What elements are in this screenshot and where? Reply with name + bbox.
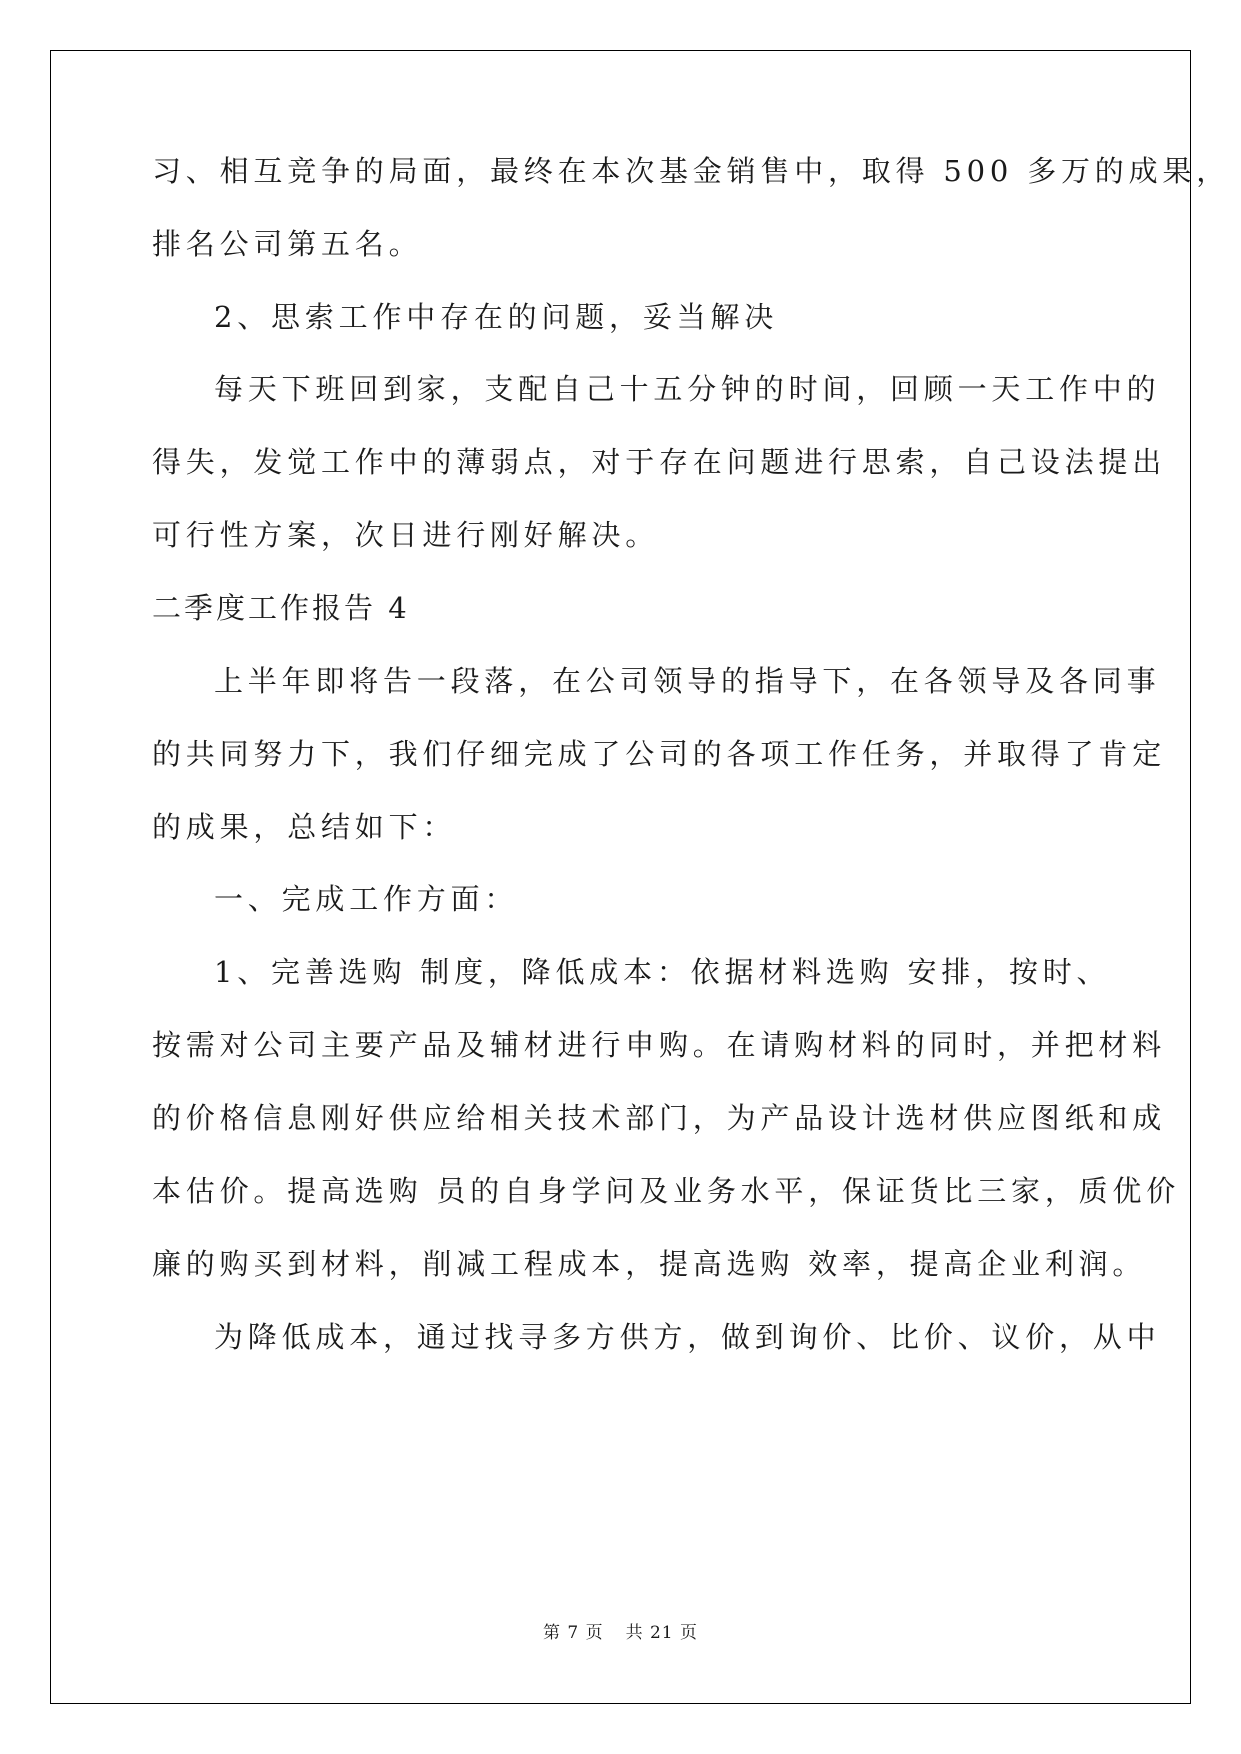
section-heading: 2、思索工作中存在的问题，妥当解决 [214,300,779,334]
paragraph-line: 的共同努力下，我们仔细完成了公司的各项工作任务，并取得了肯定 [152,737,1167,771]
paragraph-line: 本估价。提高选购 员的自身学问及业务水平，保证货比三家，质优价 [152,1174,1181,1208]
page-total: 共 21 页 [625,1623,699,1643]
page-footer [0,1618,1241,1643]
paragraph-line: 1、完善选购 制度，降低成本：依据材料选购 安排，按时、 [214,955,1111,989]
paragraph-line: 排名公司第五名。 [152,227,423,261]
paragraph-line: 按需对公司主要产品及辅材进行申购。在请购材料的同时，并把材料 [152,1028,1167,1062]
paragraph-line: 的价格信息刚好供应给相关技术部门，为产品设计选材供应图纸和成 [152,1101,1167,1135]
section-heading: 一、完成工作方面： [214,882,519,916]
paragraph-line: 每天下班回到家，支配自己十五分钟的时间，回顾一天工作中的 [214,372,1161,406]
paragraph-line: 可行性方案，次日进行刚好解决。 [152,518,660,552]
page-number: 第 7 页 [542,1623,604,1643]
paragraph-line: 上半年即将告一段落，在公司领导的指导下，在各领导及各同事 [214,664,1161,698]
paragraph-line: 的成果，总结如下： [152,810,457,844]
paragraph-line: 习、相互竞争的局面，最终在本次基金销售中，取得 500 多万的成果， [152,154,1230,188]
paragraph-line: 廉的购买到材料，削减工程成本，提高选购 效率，提高企业利润。 [152,1247,1147,1281]
report-title: 二季度工作报告 4 [152,591,410,625]
paragraph-line: 得失，发觉工作中的薄弱点，对于存在问题进行思索，自己设法提出 [152,445,1167,479]
paragraph-line: 为降低成本，通过找寻多方供方，做到询价、比价、议价，从中 [214,1320,1161,1354]
